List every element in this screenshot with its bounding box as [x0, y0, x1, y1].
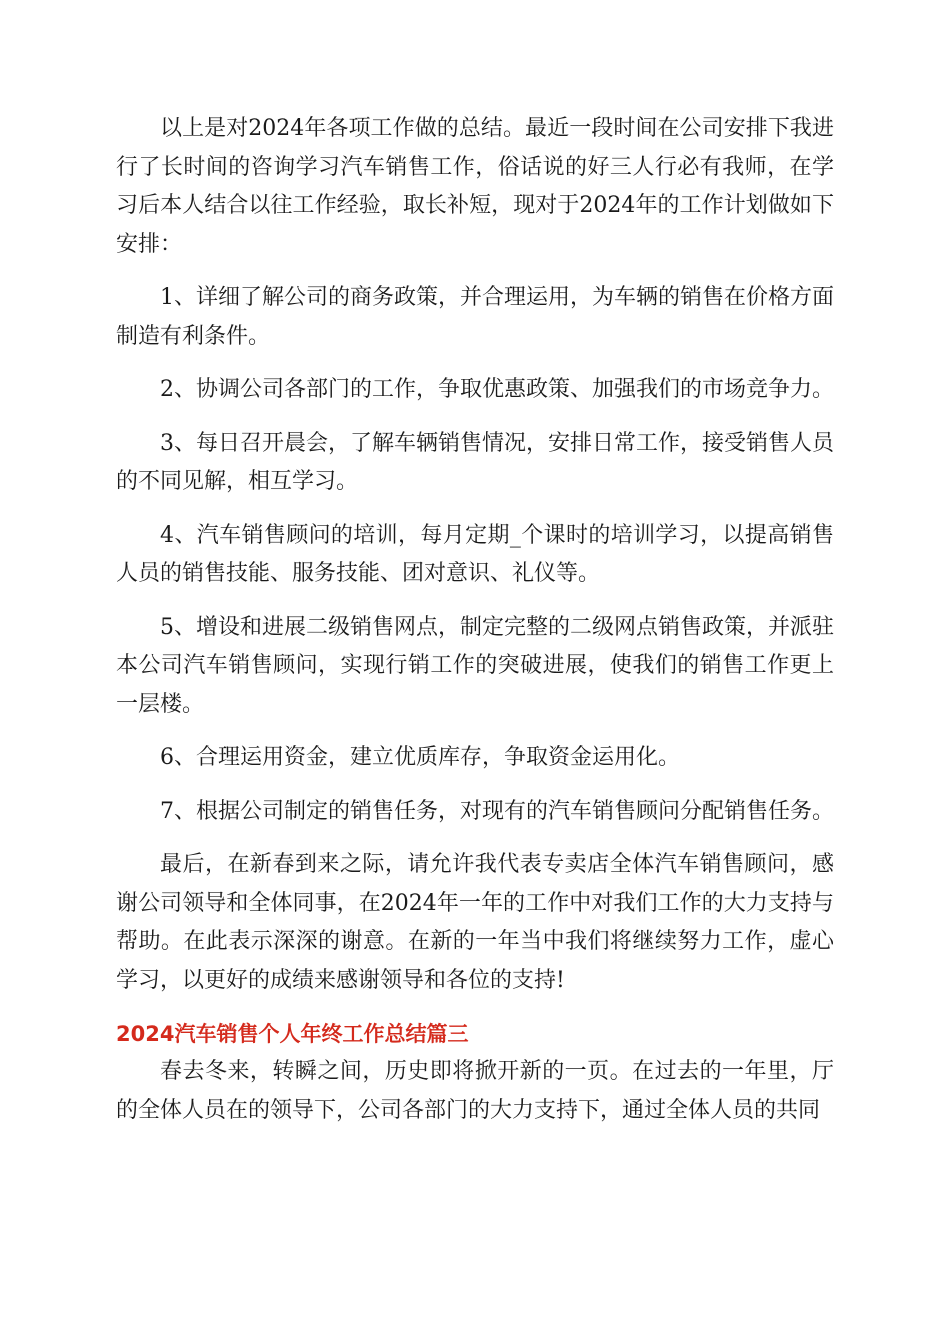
intro-paragraph: 以上是对2024年各项工作做的总结。最近一段时间在公司安排下我进行了长时间的咨询学习汽车销售工作，俗话说的好三人行必有我师，在学习后本人结合以往工作经验，取长补短，现对于2024年的工作计划做如下安排：	[116, 116, 834, 257]
plan-item-3: 3、每日召开晨会，了解车辆销售情况，安排日常工作，接受销售人员的不同见解，相互学习。	[116, 430, 834, 494]
section-heading: 2024汽车销售个人年终工作总结篇三	[116, 1022, 469, 1046]
plan-item-7: 7、根据公司制定的销售任务，对现有的汽车销售顾问分配销售任务。	[160, 798, 834, 824]
plan-item-5: 5、增设和进展二级销售网点，制定完整的二级网点销售政策，并派驻本公司汽车销售顾问，实现行销工作的突破进展，使我们的销售工作更上一层楼。	[116, 614, 834, 717]
section-paragraph: 春去冬来，转瞬之间，历史即将掀开新的一页。在过去的一年里，厅的全体人员在的领导下，公司各部门的大力支持下，通过全体人员的共同	[116, 1059, 834, 1123]
plan-item-2: 2、协调公司各部门的工作，争取优惠政策、加强我们的市场竞争力。	[160, 377, 834, 402]
closing-paragraph: 最后，在新春到来之际，请允许我代表专卖店全体汽车销售顾问，感谢公司领导和全体同事，在2024年一年的工作中对我们工作的大力支持与帮助。在此表示深深的谢意。在新的一年当中我们将继续努力工作，虚心学习，以更好的成绩来感谢领导和各位的支持!	[116, 852, 834, 993]
plan-item-1: 1、详细了解公司的商务政策，并合理运用，为车辆的销售在价格方面制造有利条件。	[116, 285, 834, 349]
document-page	[116, 110, 834, 1145]
plan-item-4: 4、汽车销售顾问的培训，每月定期_个课时的培训学习，以提高销售人员的销售技能、服务技能、团对意识、礼仪等。	[116, 522, 834, 586]
plan-item-6: 6、合理运用资金，建立优质库存，争取资金运用化。	[160, 745, 680, 770]
